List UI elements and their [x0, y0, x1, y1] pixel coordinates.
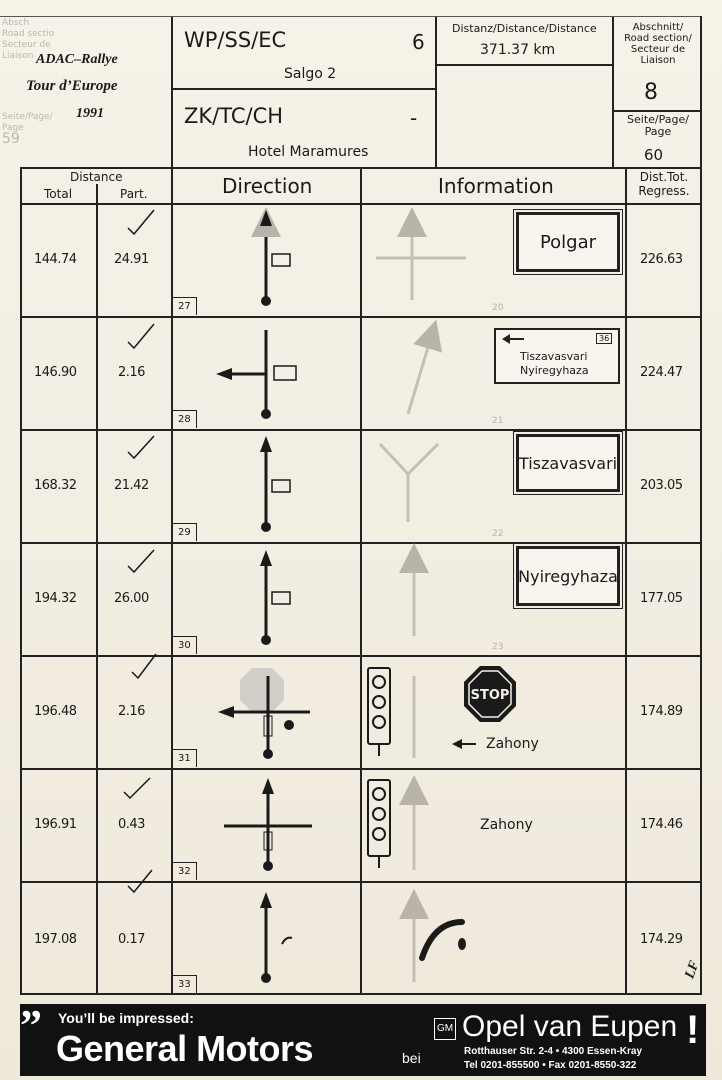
arrow-head-icon [218, 706, 234, 718]
box-number: 28 [173, 410, 197, 428]
svg-text:22: 22 [492, 529, 504, 539]
town-sign-polgar: Polgar [516, 212, 620, 272]
row-regress: 174.29 [640, 932, 683, 947]
event-title-line2: Tour d’Europe [26, 78, 118, 94]
arrow-head-icon [260, 550, 272, 566]
tulip-crossing-straight [224, 792, 312, 864]
stage-number: 6 [412, 30, 425, 54]
footer-tagline: You’ll be impressed: [58, 1010, 194, 1026]
header-partial: Part. [120, 187, 148, 201]
footer-address: Rotthauser Str. 2-4 • 4300 Essen-Kray [464, 1046, 643, 1057]
row-partial: 26.00 [114, 591, 149, 606]
footer-bei: bei [402, 1050, 421, 1066]
event-year: 1991 [76, 106, 104, 121]
row-total: 194.32 [34, 591, 77, 606]
info-destination: Zahony [480, 817, 533, 833]
tulip-straight [266, 450, 290, 526]
event-title-line1: ADAC–Rallye [36, 52, 118, 67]
tulip-start-dot [261, 296, 271, 306]
arrow-head-icon [260, 210, 272, 226]
row-total: 196.91 [34, 817, 77, 832]
row-total: 196.48 [34, 704, 77, 719]
distance-label: Distanz/Distance/Distance [452, 22, 597, 35]
tulip-straight [266, 222, 290, 300]
svg-text:21: 21 [492, 416, 504, 426]
distance-value: 371.37 km [480, 42, 556, 58]
ghost-stop-sign [240, 668, 284, 712]
row-total: 168.32 [34, 478, 77, 493]
town-sign-nyiregyhaza: Nyiregyhaza [516, 546, 620, 606]
row-regress: 224.47 [640, 365, 683, 380]
control-name: Hotel Maramures [248, 144, 369, 160]
road-number: 36 [596, 333, 612, 344]
traffic-light-icon [368, 668, 390, 756]
header-total: Total [44, 187, 73, 201]
check-mark-icon [124, 210, 156, 892]
row-total: 144.74 [34, 252, 77, 267]
header-information: Information [438, 174, 554, 198]
ghost-box-numbers [492, 303, 504, 652]
row-partial: 21.42 [114, 478, 149, 493]
ghost-tulip [376, 222, 466, 982]
svg-text:20: 20 [492, 303, 504, 313]
page-value: 60 [644, 146, 664, 164]
row-regress: 174.89 [640, 704, 683, 719]
section-label: Abschnitt/ Road section/ Secteur de Liaison [624, 22, 692, 66]
arrow-head-icon [216, 368, 232, 380]
row-regress: 177.05 [640, 591, 683, 606]
arrow-head-icon [452, 739, 462, 749]
svg-text:23: 23 [492, 642, 504, 652]
tulip-straight [266, 564, 290, 639]
tulip-left-turn [228, 330, 296, 413]
quote-mark-icon: ” [20, 1001, 42, 1050]
row-partial: 0.43 [118, 817, 145, 832]
page-label: Seite/Page/ Page [627, 113, 689, 138]
header-direction: Direction [222, 174, 313, 198]
row-regress: 226.63 [640, 252, 683, 267]
row-total: 146.90 [34, 365, 77, 380]
box-number: 31 [173, 749, 197, 767]
sign-destination: Tiszavasvari [520, 350, 588, 363]
footer-dealer: Opel van Eupen [462, 1010, 678, 1043]
box-number: 27 [173, 297, 197, 315]
box-number: 29 [173, 523, 197, 541]
bleed-through-text: Seite/Page/ Page 59 [2, 112, 53, 147]
row-regress: 174.46 [640, 817, 683, 832]
traffic-light-icon [368, 780, 390, 868]
row-partial: 0.17 [118, 932, 145, 947]
footer-advertisement [20, 1001, 706, 1076]
bleed-through-text: Absch Road sectio Secteur de Liaison [2, 18, 55, 61]
box-number: 32 [173, 862, 197, 880]
stage-name: Salgo 2 [284, 66, 337, 82]
control-type: ZK/TC/CH [184, 104, 284, 128]
row-partial: 24.91 [114, 252, 149, 267]
margin-initials: LF [682, 958, 703, 981]
row-total: 197.08 [34, 932, 77, 947]
arrow-head-icon [260, 436, 272, 452]
row-partial: 2.16 [118, 365, 145, 380]
control-dash: - [410, 106, 418, 130]
town-sign-tiszavasvari: Tiszavasvari [516, 434, 620, 492]
tulip-straight [266, 906, 292, 976]
fuel-drop-icon [458, 938, 466, 950]
box-number: 30 [173, 636, 197, 654]
info-destination: Zahony [486, 736, 539, 752]
footer-brand: General Motors [56, 1028, 314, 1069]
arrow-head-icon [262, 778, 274, 794]
header-distance: Distance [70, 170, 123, 184]
footer-phone: Tel 0201-855500 • Fax 0201-8550-322 [464, 1060, 637, 1071]
stop-sign-text: STOP [470, 688, 510, 703]
arrow-head-icon [260, 892, 272, 908]
box-number: 33 [173, 975, 197, 993]
row-partial: 2.16 [118, 704, 145, 719]
row-regress: 203.05 [640, 478, 683, 493]
gm-badge-icon: GM [434, 1018, 456, 1040]
fuel-nozzle-icon [422, 922, 462, 958]
exclamation-icon: ! [686, 1008, 700, 1052]
stage-type: WP/SS/EC [184, 28, 287, 52]
section-value: 8 [644, 80, 658, 105]
header-dist-tot: Dist.Tot. Regress. [638, 170, 690, 198]
sign-destination: Nyiregyhaza [520, 364, 589, 377]
